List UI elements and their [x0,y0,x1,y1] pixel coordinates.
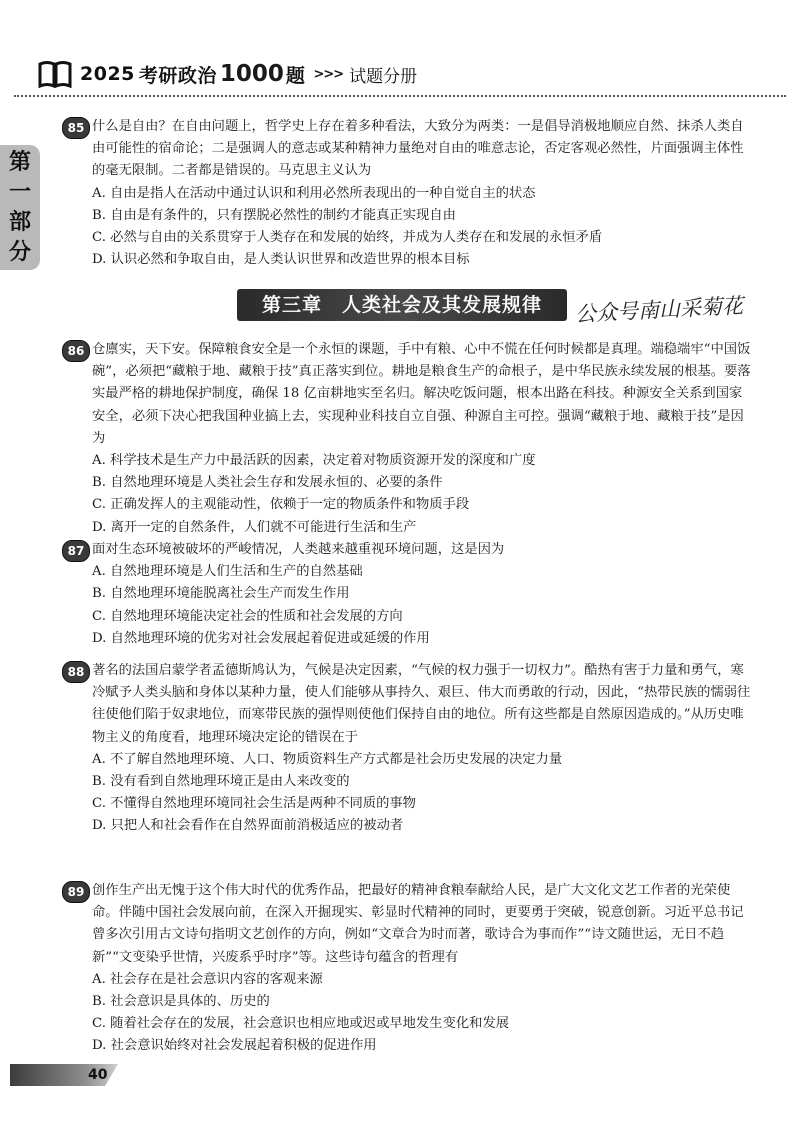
question-89 [67,880,752,1058]
option-b: B. 自然地理环境是人类社会生存和发展永恒的、必要的条件 [92,475,443,491]
question-stem: 创作生产出无愧于这个伟大时代的优秀作品，把最好的精神食粮奉献给人民，是广大文化文艺工作者的光荣使命。伴随中国社会发展向前，在深入开掘现实、彰显时代精神的同时，更要勇于突破，锐意创新。习近平总书记曾多次引用古文诗句指明文艺创作的方向，例如“文章合为时而著，歌诗合为事而作”“诗文随世运，无日不趋新”“文变染乎世情，兴废系乎时序”等。这些诗句蕴含的哲理有 [92,883,744,965]
option-c: C. 不懂得自然地理环境同社会生活是两种不同质的事物 [92,796,416,812]
option-d: D. 自然地理环境的优劣对社会发展起着促进或延缓的作用 [92,630,430,646]
option-d: D. 只把人和社会看作在自然界面前消极适应的被动者 [92,818,404,834]
question-number-badge: 86 [62,340,90,362]
question-number-badge: 85 [62,117,90,139]
header-divider [14,95,786,97]
option-a: A. 社会存在是社会意识内容的客观来源 [92,971,323,987]
side-tab-char: 分 [8,239,31,265]
option-a: A. 自由是指人在活动中通过认识和利用必然所表现出的一种自觉自主的状态 [92,185,536,201]
option-a: A. 科学技术是生产力中最活跃的因素，决定着对物质资源开发的深度和广度 [92,453,536,469]
side-tab-char: 部 [8,209,31,235]
header-title-mid: 考研政治 [138,64,217,87]
option-a: A. 不了解自然地理环境、人口、物质资料生产方式都是社会历史发展的决定力量 [92,751,563,767]
option-c: C. 自然地理环境能决定社会的性质和社会发展的方向 [92,608,403,624]
question-stem: 什么是自由？在自由问题上，哲学史上存在着多种看法，大致分为两类：一是倡导消极地顺应自然、抹杀人类自由可能性的宿命论；二是强调人的意志或某种精神力量绝对自由的唯意志论，否定客观必然性，片面强调主体性的毫无限制。二者都是错误的。马克思主义认为 [92,119,744,179]
question-number-badge: 87 [62,540,90,562]
option-c: C. 正确发挥人的主观能动性，依赖于一定的物质条件和物质手段 [92,497,470,513]
handwritten-watermark: 公众号南山采菊花 [574,293,744,327]
header-title-number: 1000 [219,61,284,87]
page-header [38,58,417,90]
question-number-badge: 89 [62,881,90,903]
side-tab-char: 第 [8,149,31,175]
question-88 [67,660,752,838]
option-b: B. 自由是有条件的，只有摆脱必然性的制约才能真正实现自由 [92,207,456,223]
header-year: 2025 [80,63,135,85]
header-arrows: >>> [313,66,344,82]
question-85 [67,116,752,271]
chapter-title: 第三章 人类社会及其发展规律 [237,289,567,321]
option-b: B. 没有看到自然地理环境正是由人来改变的 [92,774,350,790]
option-d: D. 认识必然和争取自由，是人类认识世界和改造世界的根本目标 [92,252,470,268]
side-tab-char: 一 [8,179,31,205]
option-b: B. 社会意识是具体的、历史的 [92,994,270,1010]
option-a: A. 自然地理环境是人们生活和生产的自然基础 [92,564,363,580]
question-stem: 仓廪实，天下安。保障粮食安全是一个永恒的课题，手中有粮、心中不慌在任何时候都是真理。端稳端牢“中国饭碗”，必须把“藏粮于地、藏粮于技”真正落实到位。耕地是粮食生产的命根子，是中华民族永续发展的根基。要落实最严格的耕地保护制度，确保 18 亿亩耕地实至名归。解决吃饭问题，根本出路在科技。种源安全关系到国家安全，必须下决心把我国种业搞上去，实现种业科技自立自强、种源自主可控。强调“藏粮于地、藏粮于技”是因为 [92,342,751,446]
open-book-icon [38,60,72,88]
option-c: C. 必然与自由的关系贯穿于人类存在和发展的始终，并成为人类存在和发展的永恒矛盾 [92,230,603,246]
question-stem: 面对生态环境被破坏的严峻情况，人类越来越重视环境问题，这是因为 [92,542,505,557]
question-86 [67,339,752,539]
header-subtitle: 试题分册 [349,66,418,87]
question-87 [67,539,752,650]
part-side-tab [0,145,40,270]
option-d: D. 离开一定的自然条件，人们就不可能进行生活和生产 [92,519,417,535]
option-d: D. 社会意识始终对社会发展起着积极的促进作用 [92,1038,377,1054]
question-stem: 著名的法国启蒙学者孟德斯鸠认为，气候是决定因素，“气候的权力强于一切权力”。酷热有害于力量和勇气，寒冷赋予人类头脑和身体以某种力量，使人们能够从事持久、艰巨、伟大而勇敢的行动，因此，“热带民族的懦弱往往使他们陷于奴隶地位，而寒带民族的强悍则使他们保持自由的地位。所有这些都是自然原因造成的。”从历史唯物主义的角度看，地理环境决定论的错误在于 [92,663,751,745]
option-b: B. 自然地理环境能脱离社会生产而发生作用 [92,586,350,602]
header-title-end: 题 [285,64,306,87]
page-number: 40 [88,1067,108,1083]
option-c: C. 随着社会存在的发展，社会意识也相应地或迟或早地发生变化和发展 [92,1016,510,1032]
question-number-badge: 88 [62,661,90,683]
